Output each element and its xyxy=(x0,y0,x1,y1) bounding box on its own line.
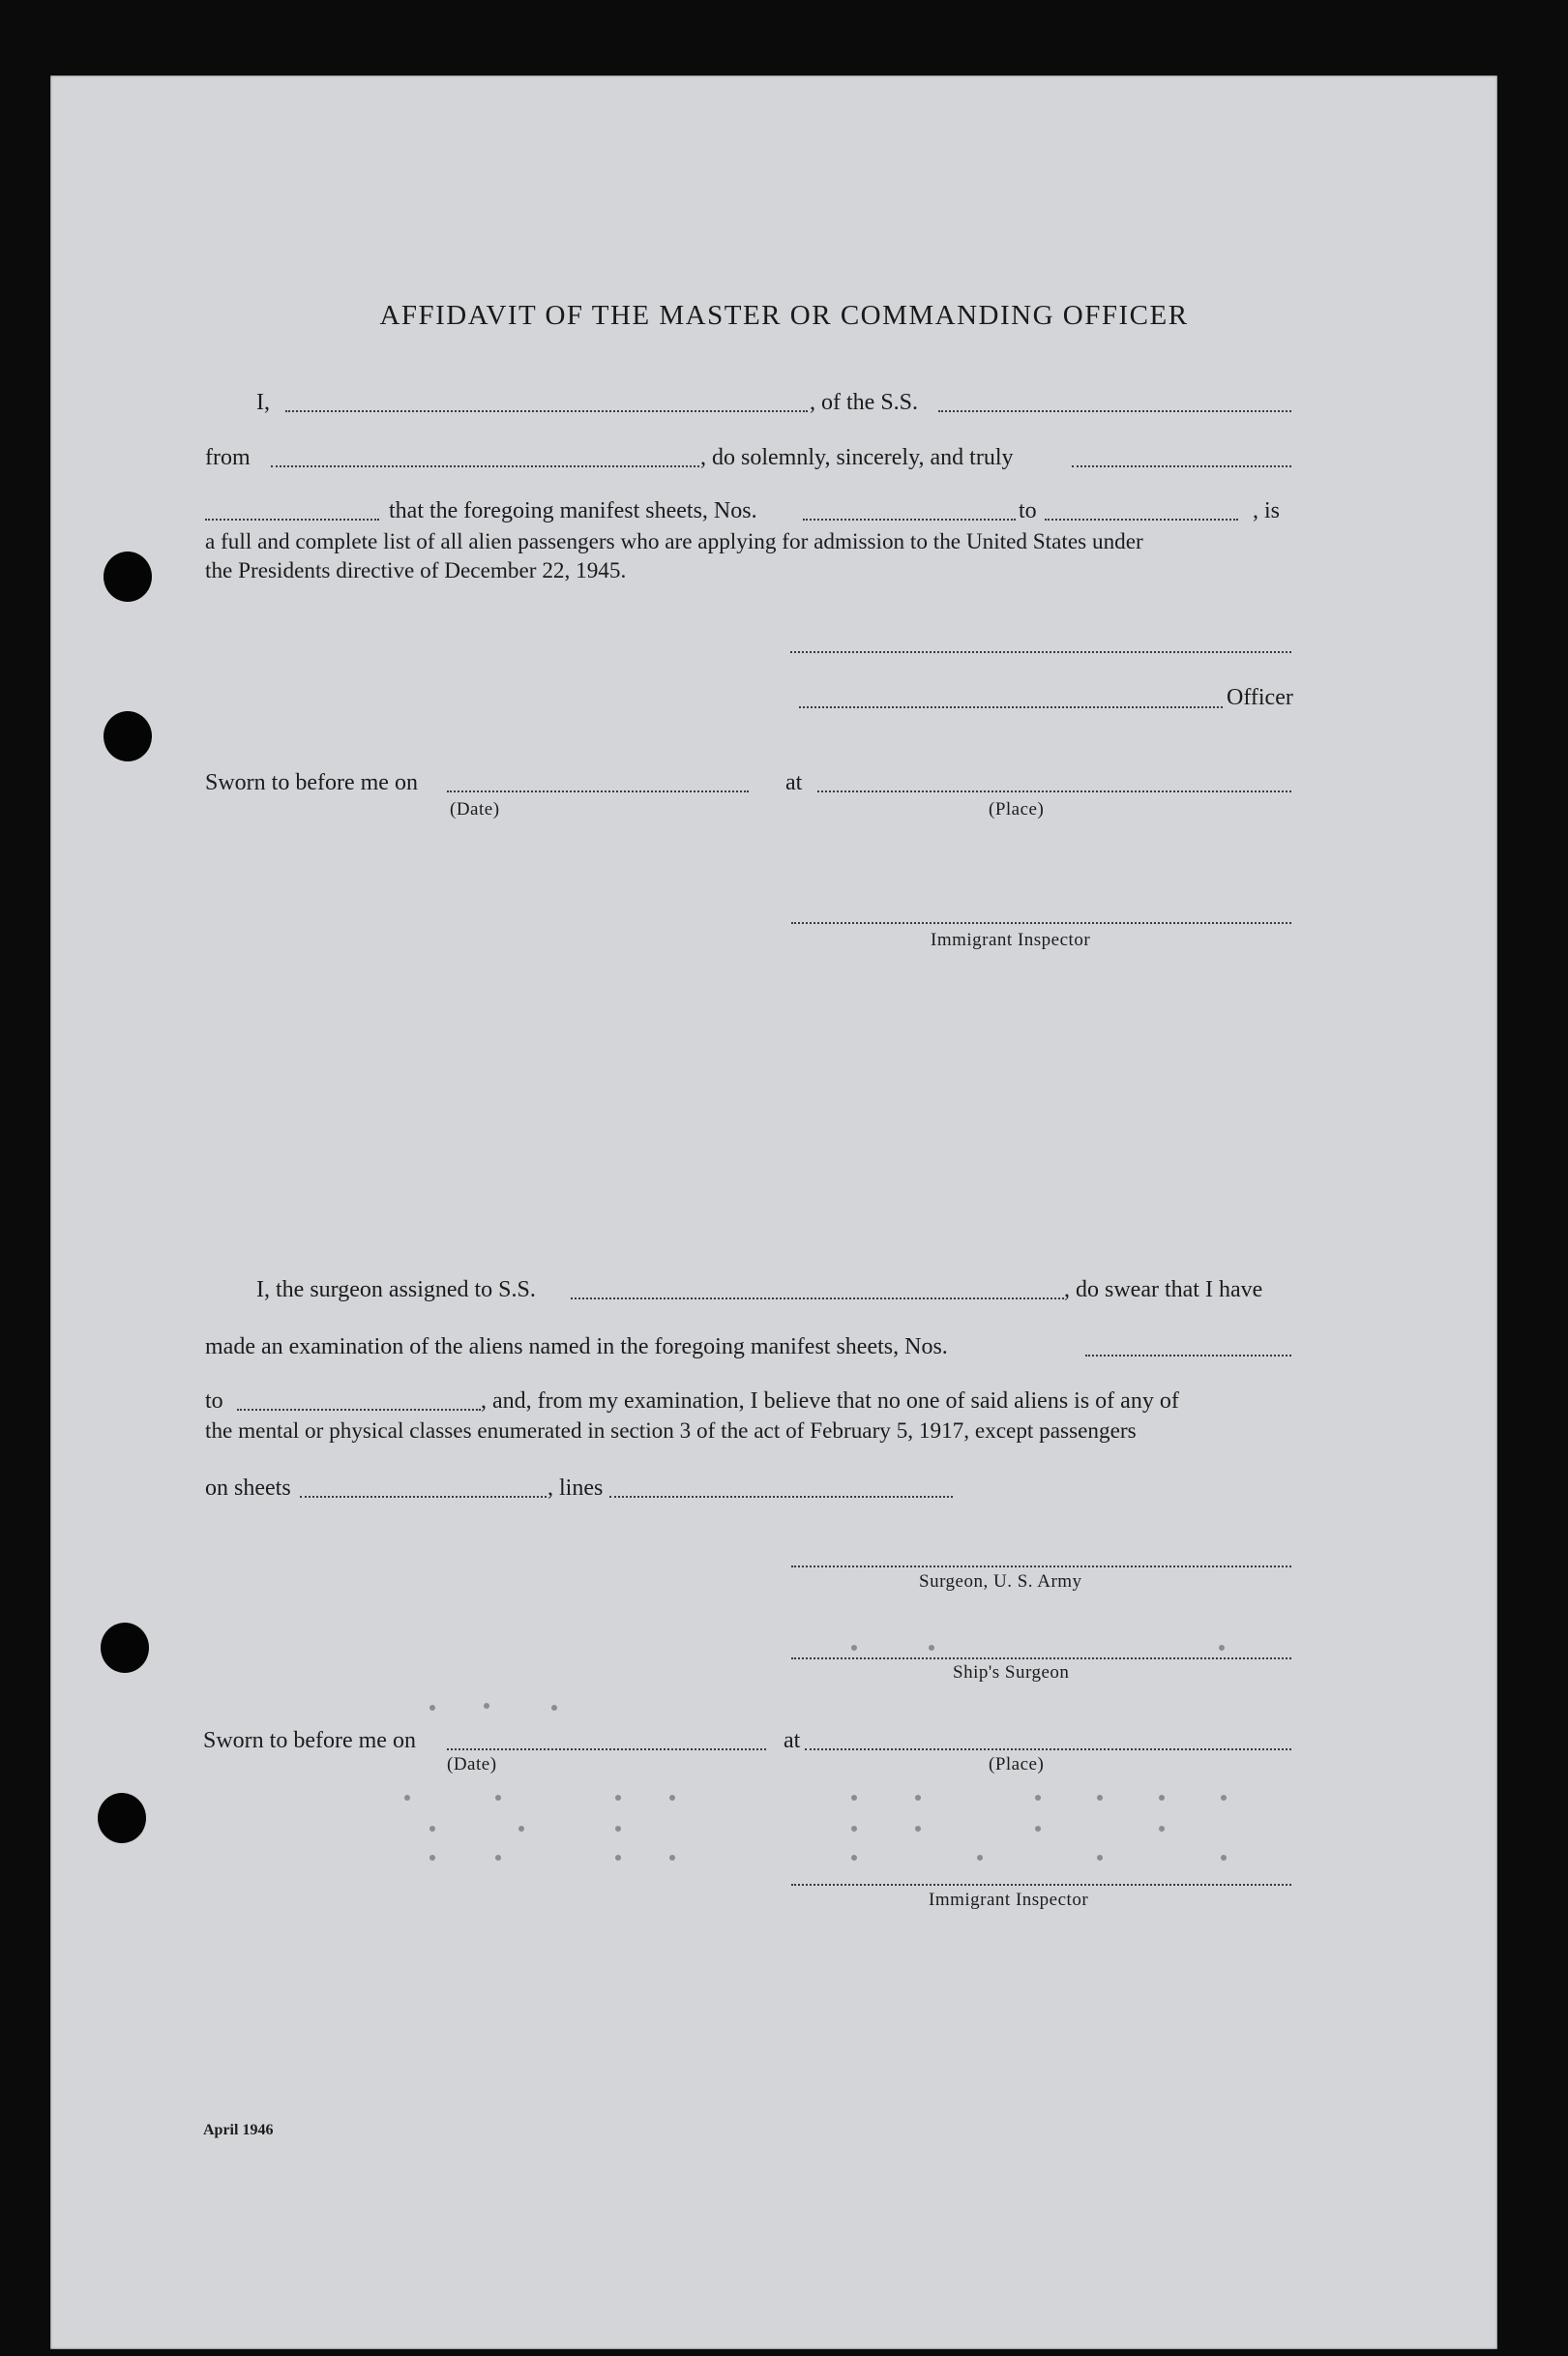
bleed-through-mark xyxy=(929,1645,934,1651)
sworn-label: Sworn to before me on xyxy=(205,770,418,795)
army-surgeon-signature-line[interactable] xyxy=(791,1566,1291,1567)
surgeon-line-3: , and, from my examination, I believe that no one of said aliens is of any of xyxy=(481,1388,1179,1414)
surgeon-line-1: I, the surgeon assigned to S.S. xyxy=(256,1277,536,1302)
army-surgeon-caption: Surgeon, U. S. Army xyxy=(919,1571,1082,1592)
swear-text: , do solemnly, sincerely, and truly xyxy=(700,445,1014,470)
oath-field[interactable] xyxy=(1072,465,1291,467)
is-label: , is xyxy=(1253,498,1281,523)
bleed-through-mark xyxy=(915,1826,921,1832)
manifest-text: that the foregoing manifest sheets, Nos. xyxy=(389,498,757,523)
directive-line: the Presidents directive of December 22, 1945. xyxy=(205,558,627,583)
bleed-through-mark xyxy=(404,1795,410,1801)
exception-lines-field[interactable] xyxy=(609,1496,953,1498)
bleed-through-mark xyxy=(484,1703,489,1709)
bleed-through-mark xyxy=(1159,1826,1165,1832)
form-title: AFFIDAVIT OF THE MASTER OR COMMANDING OFFICER xyxy=(379,300,1189,331)
surgeon-sheet-to-field[interactable] xyxy=(237,1409,481,1411)
sheet-to-field[interactable] xyxy=(1045,519,1238,521)
bleed-through-mark xyxy=(851,1795,857,1801)
bleed-through-mark xyxy=(495,1795,501,1801)
bleed-through-mark xyxy=(1035,1795,1041,1801)
from-port-field[interactable] xyxy=(271,465,699,467)
inspector-caption: Immigrant Inspector xyxy=(931,930,1091,950)
officer-label: Officer xyxy=(1227,685,1293,710)
surgeon-inspector-caption: Immigrant Inspector xyxy=(929,1890,1089,1910)
punch-hole xyxy=(98,1793,146,1843)
surgeon-to-label: to xyxy=(205,1388,223,1414)
lines-label: , lines xyxy=(547,1476,604,1501)
bleed-through-mark xyxy=(1159,1795,1165,1801)
ship-surgeon-caption: Ship's Surgeon xyxy=(953,1662,1070,1683)
surgeon-sworn-label: Sworn to before me on xyxy=(203,1728,416,1753)
bleed-through-mark xyxy=(1097,1795,1103,1801)
surgeon-sworn-place-field[interactable] xyxy=(805,1748,1291,1750)
bleed-through-mark xyxy=(615,1855,621,1861)
affirm-field[interactable] xyxy=(205,519,379,521)
form-date: April 1946 xyxy=(203,2122,274,2138)
ship-surgeon-signature-line[interactable] xyxy=(791,1657,1291,1659)
bleed-through-mark xyxy=(851,1826,857,1832)
bleed-through-mark xyxy=(551,1705,557,1711)
bleed-through-mark xyxy=(851,1855,857,1861)
exception-sheets-field[interactable] xyxy=(300,1496,547,1498)
bleed-through-mark xyxy=(1221,1795,1227,1801)
bleed-through-mark xyxy=(518,1826,524,1832)
bleed-through-mark xyxy=(615,1795,621,1801)
surgeon-place-caption: (Place) xyxy=(989,1754,1045,1774)
on-sheets-label: on sheets xyxy=(205,1476,291,1501)
sheet-from-field[interactable] xyxy=(803,519,1016,521)
sworn-place-field[interactable] xyxy=(817,790,1291,792)
bleed-through-mark xyxy=(1097,1855,1103,1861)
bleed-through-mark xyxy=(429,1826,435,1832)
i-label: I, xyxy=(256,390,270,415)
surgeon-at-label: at xyxy=(784,1728,801,1753)
surgeon-line-4: the mental or physical classes enumerated in section 3 of the act of February 5, 1917, except passengers xyxy=(205,1418,1137,1444)
punch-hole xyxy=(101,1623,149,1673)
from-label: from xyxy=(205,445,251,470)
bleed-through-mark xyxy=(977,1855,983,1861)
surgeon-sworn-date-field[interactable] xyxy=(447,1748,766,1750)
bleed-through-mark xyxy=(1219,1645,1225,1651)
bleed-through-mark xyxy=(615,1826,621,1832)
surgeon-ship-field[interactable] xyxy=(571,1297,1064,1299)
bleed-through-mark xyxy=(1035,1826,1041,1832)
to-label: to xyxy=(1019,498,1037,523)
sworn-date-field[interactable] xyxy=(447,790,749,792)
surgeon-sheet-from-field[interactable] xyxy=(1085,1355,1291,1357)
bleed-through-mark xyxy=(495,1855,501,1861)
bleed-through-mark xyxy=(429,1855,435,1861)
bleed-through-mark xyxy=(1221,1855,1227,1861)
surgeon-line-2: made an examination of the aliens named in the foregoing manifest sheets, Nos. xyxy=(205,1334,948,1359)
bleed-through-mark xyxy=(669,1855,675,1861)
ship-name-field[interactable] xyxy=(938,410,1291,412)
inspector-signature-line[interactable] xyxy=(791,922,1291,924)
surgeon-inspector-signature-line[interactable] xyxy=(791,1884,1291,1886)
punch-hole xyxy=(104,711,152,761)
bleed-through-mark xyxy=(915,1795,921,1801)
date-caption: (Date) xyxy=(450,799,500,820)
bleed-through-mark xyxy=(851,1645,857,1651)
of-the-ss-label: , of the S.S. xyxy=(810,390,919,415)
full-list-line: a full and complete list of all alien passengers who are applying for admission to the United States under xyxy=(205,529,1143,554)
master-name-field[interactable] xyxy=(285,410,808,412)
officer-signature-line-2[interactable] xyxy=(799,706,1223,708)
at-label: at xyxy=(785,770,803,795)
form-page xyxy=(50,75,1497,2349)
surgeon-date-caption: (Date) xyxy=(447,1754,497,1774)
bleed-through-mark xyxy=(429,1705,435,1711)
surgeon-line-1-end: , do swear that I have xyxy=(1064,1277,1263,1302)
punch-hole xyxy=(104,552,152,602)
place-caption: (Place) xyxy=(989,799,1045,820)
bleed-through-mark xyxy=(669,1795,675,1801)
officer-signature-line-1[interactable] xyxy=(790,651,1291,653)
